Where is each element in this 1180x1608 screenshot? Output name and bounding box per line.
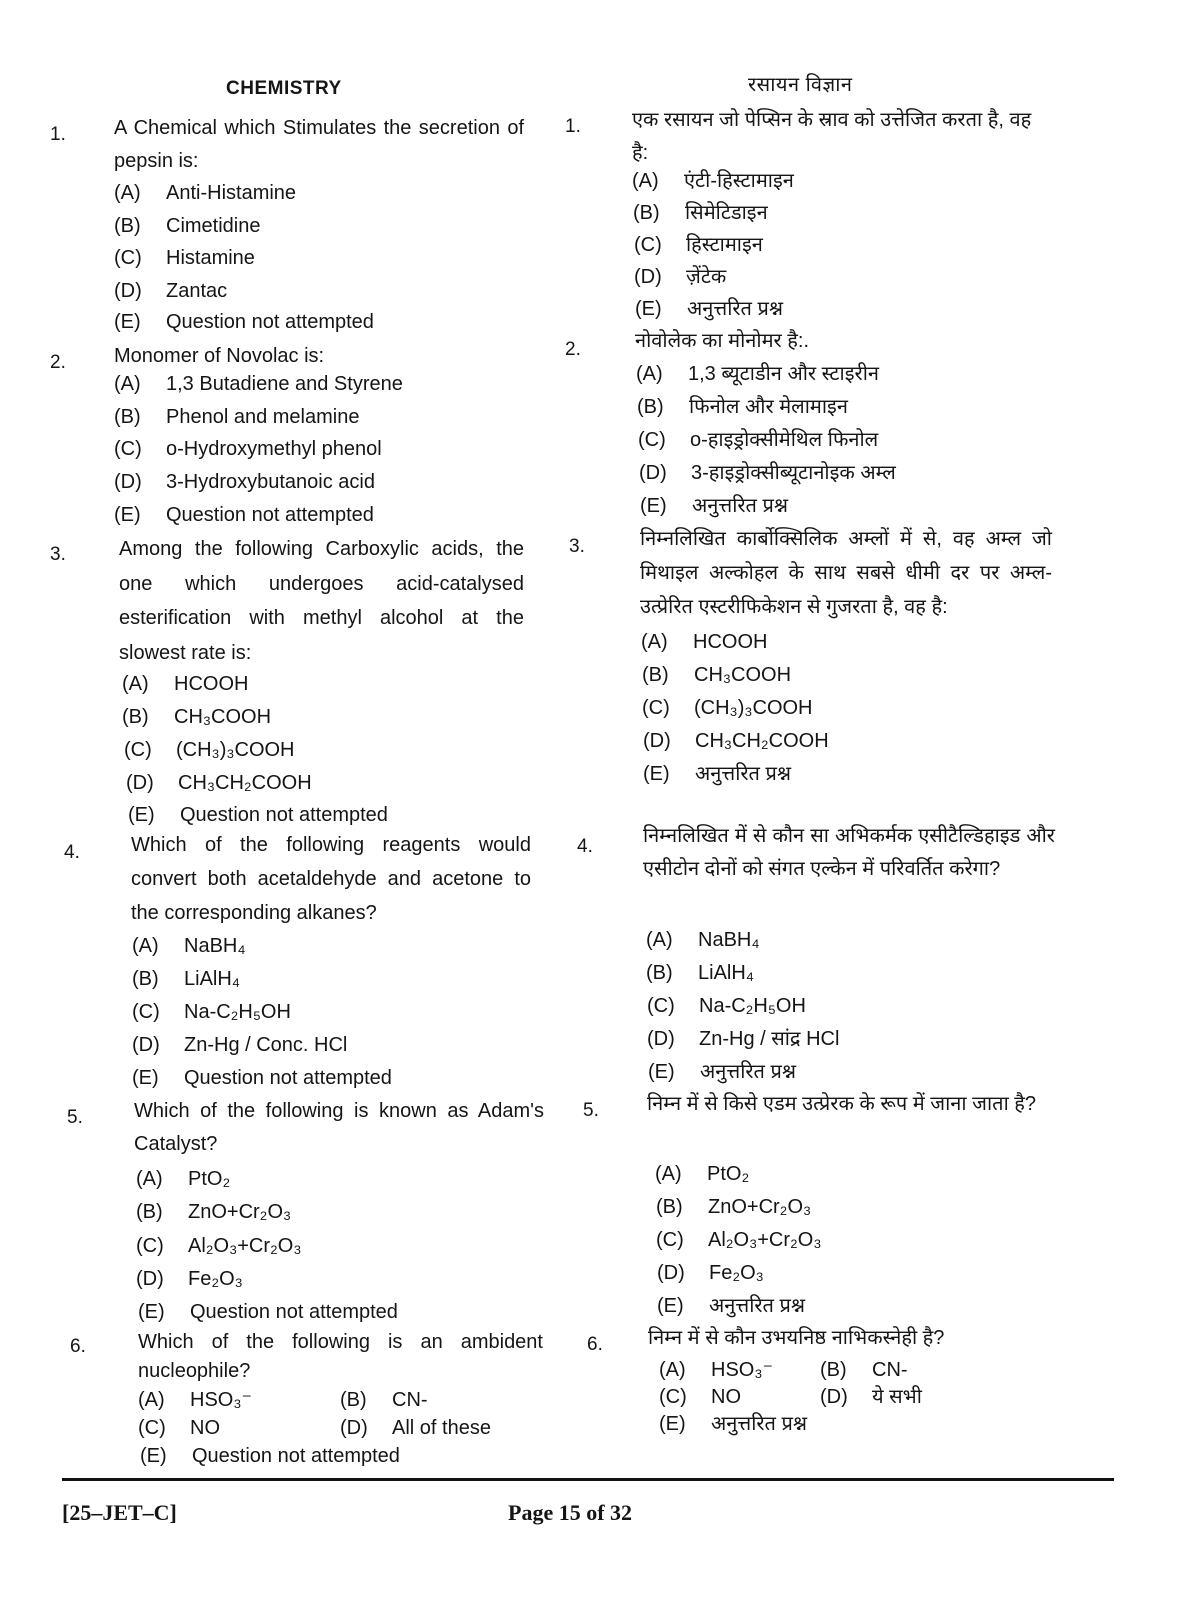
- question-number: 3.: [50, 544, 66, 565]
- question-text: Among the following Carboxylic acids, the one which undergoes acid-catalysed esterification with methyl alcohol at the slowest rate is:: [119, 538, 524, 664]
- option: (D) All of these: [340, 1417, 491, 1439]
- option: (A) 1,3 ब्यूटाडीन और स्टाइरीन: [636, 363, 879, 385]
- english-heading: CHEMISTRY: [226, 78, 342, 99]
- question-3: [569, 522, 1180, 632]
- option: (C) o-हाइड्रोक्सीमेथिल फिनोल: [638, 429, 879, 451]
- option: (E) अनुत्तरित प्रश्न: [640, 495, 789, 517]
- option: (C) NO: [138, 1417, 220, 1439]
- option: (C) Al₂O₃+Cr₂O₃: [656, 1229, 822, 1251]
- footer-divider: [62, 1478, 1114, 1481]
- question-1: [0, 112, 575, 332]
- question-text: नोवोलेक का मोनोमर है:.: [635, 330, 810, 352]
- option: (E) अनुत्तरित प्रश्न: [635, 298, 784, 320]
- option: (B) ZnO+Cr₂O₃: [136, 1201, 292, 1223]
- option: (A) 1,3 Butadiene and Styrene: [114, 373, 403, 395]
- question-text: Which of the following is an ambident nucleophile?: [138, 1331, 543, 1382]
- option: (E) Question not attempted: [140, 1445, 400, 1467]
- option: (B) LiAlH₄: [132, 968, 240, 990]
- question-2: [565, 325, 1180, 360]
- question-number: 5.: [67, 1107, 83, 1128]
- option: (A) NaBH₄: [646, 929, 760, 951]
- option: (C) Al₂O₃+Cr₂O₃: [136, 1235, 302, 1257]
- option: (E) अनुत्तरित प्रश्न: [659, 1413, 808, 1435]
- option: (C) Na-C₂H₅OH: [132, 1001, 291, 1023]
- question-text: Monomer of Novolac is:: [114, 345, 325, 367]
- hindi-heading: रसायन विज्ञान: [748, 74, 853, 96]
- question-5: [0, 1095, 575, 1165]
- option: (B) CH₃COOH: [642, 664, 792, 686]
- question-number: 6.: [587, 1334, 603, 1355]
- question-4: [0, 828, 575, 928]
- option: (B) LiAlH₄: [646, 962, 754, 984]
- option: (C) (CH₃)₃COOH: [642, 697, 813, 719]
- option: (C) Na-C₂H₅OH: [647, 995, 806, 1017]
- option: (B) CH₃COOH: [122, 706, 272, 728]
- option: (C) Histamine: [114, 247, 255, 269]
- question-number: 6.: [70, 1336, 86, 1357]
- question-text: Which of the following is known as Adam's Catalyst?: [134, 1100, 544, 1155]
- option: (A) PtO₂: [136, 1168, 231, 1190]
- option: (D) ज़ेंटेक: [634, 266, 727, 288]
- question-number: 5.: [583, 1100, 599, 1121]
- option: (E) Question not attempted: [128, 804, 388, 826]
- option: (E) अनुत्तरित प्रश्न: [643, 763, 792, 785]
- option: (A) HCOOH: [641, 631, 768, 653]
- question-number: 4.: [577, 836, 593, 857]
- option: (D) Zantac: [114, 280, 228, 302]
- option: (A) HCOOH: [122, 673, 249, 695]
- option: (E) Question not attempted: [114, 311, 374, 333]
- question-4: [575, 820, 1180, 920]
- question-number: 3.: [569, 536, 585, 557]
- question-number: 4.: [64, 842, 80, 863]
- question-text: निम्न में से किसे एडम उत्प्रेरक के रूप में जाना जाता है?: [647, 1093, 1037, 1115]
- option: (D) CH₃CH₂COOH: [126, 772, 312, 794]
- question-number: 1.: [565, 116, 581, 137]
- question-number: 2.: [50, 352, 66, 373]
- option: (A) NaBH₄: [132, 935, 246, 957]
- option: (E) अनुत्तरित प्रश्न: [657, 1295, 806, 1317]
- option: (D) Zn-Hg / Conc. HCl: [132, 1034, 348, 1056]
- option: (D) Fe₂O₃: [657, 1262, 764, 1284]
- option: (B) सिमेटिडाइन: [633, 202, 768, 224]
- option: (A) Anti-Histamine: [114, 182, 297, 204]
- option: (A) HSO₃⁻: [138, 1389, 253, 1411]
- question-1: [565, 104, 1180, 170]
- question-6: [575, 1322, 1180, 1355]
- option: (C) हिस्टामाइन: [634, 234, 763, 256]
- option: (C) (CH₃)₃COOH: [124, 739, 295, 761]
- option: (A) एंटी-हिस्टामाइन: [632, 170, 794, 192]
- question-text: A Chemical which Stimulates the secretion of pepsin is:: [114, 117, 524, 172]
- question-text: निम्नलिखित कार्बोक्सिलिक अम्लों में से, वह अम्ल जो मिथाइल अल्कोहल के साथ सबसे धीमी दर पर अम्ल-उत्प्रेरित एस्टरीफिकेशन से गुजरता है, वह है:: [640, 528, 1052, 618]
- option: (A) HSO₃⁻: [659, 1359, 774, 1381]
- option: (E) Question not attempted: [114, 504, 374, 526]
- question-text: निम्नलिखित में से कौन सा अभिकर्मक एसीटैल्डिहाइड और एसीटोन दोनों को संगत एल्केन में परिवर्तित करेगा?: [643, 825, 1055, 880]
- paper-code: [25–JET–C]: [62, 1500, 177, 1525]
- option: (B) ZnO+Cr₂O₃: [656, 1196, 812, 1218]
- question-number: 2.: [565, 339, 581, 360]
- option: (B) CN-: [340, 1389, 428, 1411]
- option: (D) Zn-Hg / सांद्र HCl: [647, 1028, 840, 1050]
- option: (C) NO: [659, 1386, 741, 1408]
- question-text: Which of the following reagents would convert both acetaldehyde and acetone to the corresponding alkanes?: [131, 834, 531, 924]
- option: (B) Phenol and melamine: [114, 406, 360, 428]
- question-3: [0, 532, 575, 672]
- question-text: निम्न में से कौन उभयनिष्ठ नाभिकस्नेही है?: [648, 1327, 945, 1349]
- option: (D) 3-हाइड्रोक्सीब्यूटानोइक अम्ल: [639, 462, 896, 484]
- page-number: Page 15 of 32: [508, 1500, 633, 1525]
- option: (A) PtO₂: [655, 1163, 750, 1185]
- option: (B) फिनोल और मेलामाइन: [637, 396, 848, 418]
- option: (E) Question not attempted: [138, 1301, 398, 1323]
- option: (E) Question not attempted: [132, 1067, 392, 1089]
- option: (C) o-Hydroxymethyl phenol: [114, 438, 382, 460]
- question-number: 1.: [50, 124, 66, 145]
- option: (D) 3-Hydroxybutanoic acid: [114, 471, 375, 493]
- option: (D) ये सभी: [820, 1386, 922, 1408]
- option: (E) अनुत्तरित प्रश्न: [648, 1061, 797, 1083]
- option: (D) CH₃CH₂COOH: [643, 730, 829, 752]
- question-6: [0, 1328, 575, 1388]
- option: (B) CN-: [820, 1359, 908, 1381]
- question-5: [575, 1088, 1180, 1158]
- question-text: एक रसायन जो पेप्सिन के स्राव को उत्तेजित करता है, वह है:: [632, 109, 1032, 164]
- option: (B) Cimetidine: [114, 215, 261, 237]
- option: (D) Fe₂O₃: [136, 1268, 243, 1290]
